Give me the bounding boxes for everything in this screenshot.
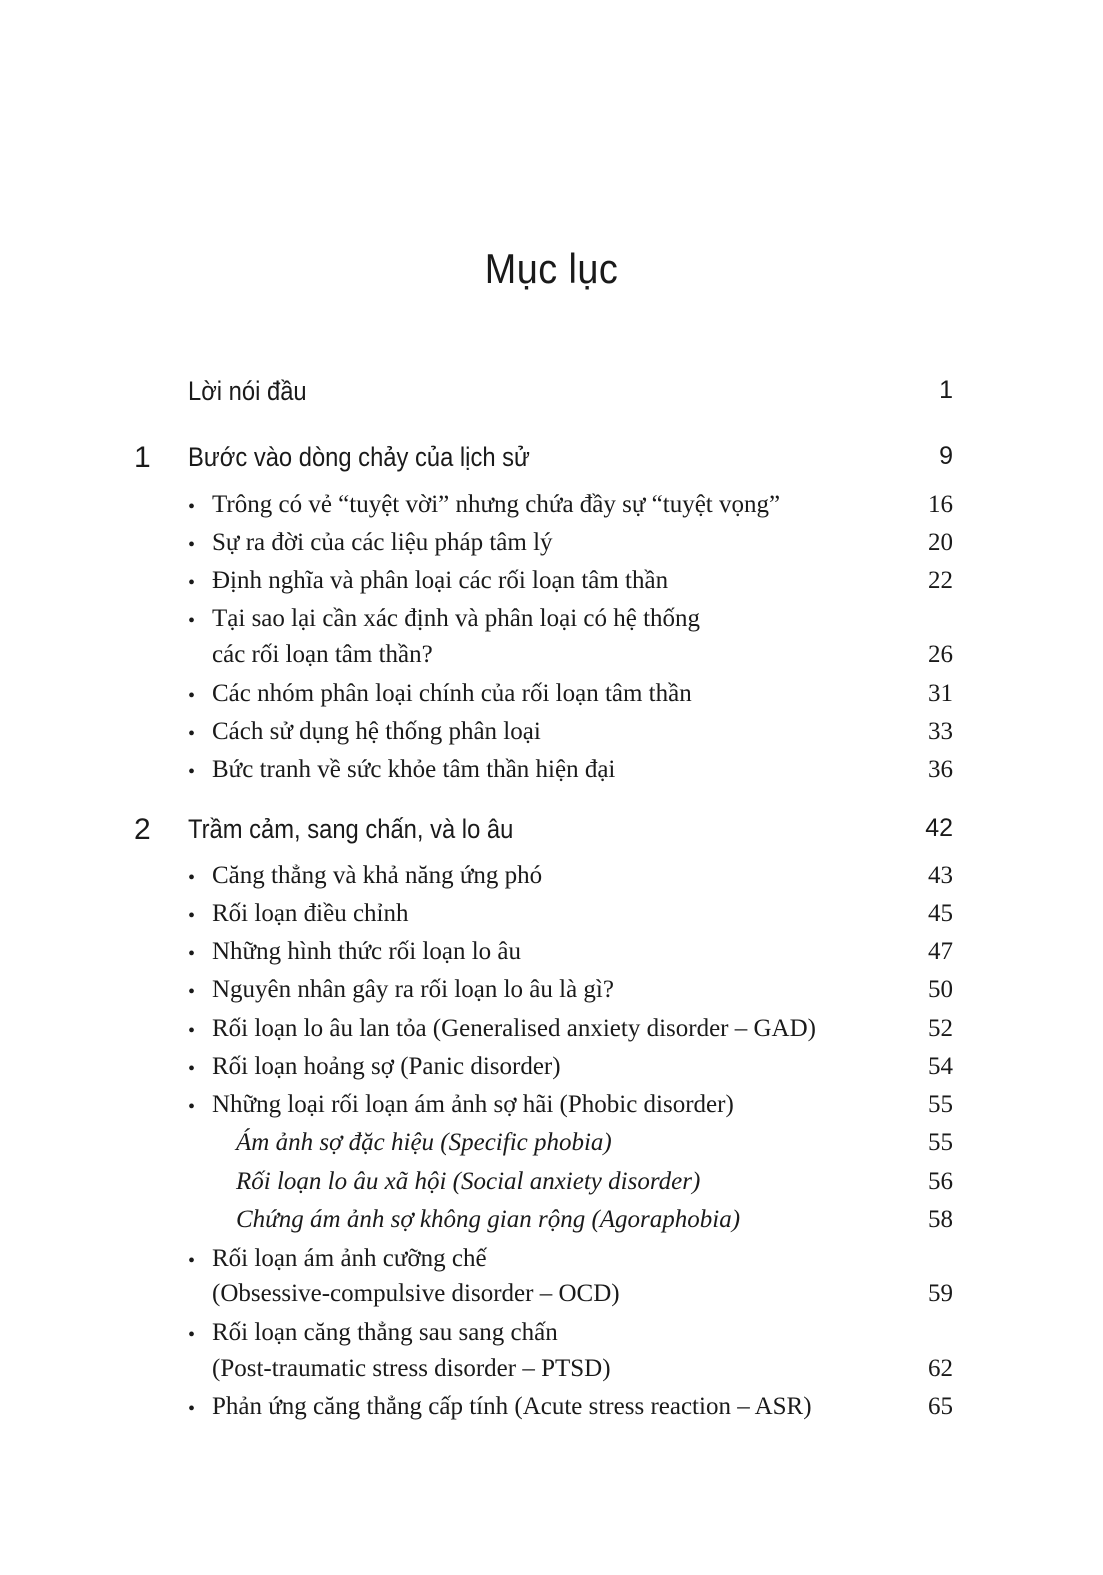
entry-text: Các nhóm phân loại chính của rối loạn tâm thần: [212, 680, 692, 707]
entry-page: 20: [928, 529, 953, 556]
entry-text: Bức tranh về sức khỏe tâm thần hiện đại: [212, 756, 616, 783]
entry-page: 62: [928, 1355, 953, 1382]
bullet: •: [188, 610, 196, 632]
entry-text: Phản ứng căng thẳng cấp tính (Acute stress reaction – ASR): [212, 1393, 812, 1420]
bullet: •: [188, 867, 196, 889]
entry-text: Trông có vẻ “tuyệt vời” nhưng chứa đầy sự “tuyệt vọng”: [212, 491, 781, 518]
chapter-title: Trầm cảm, sang chấn, và lo âu: [188, 814, 514, 844]
entry-text: các rối loạn tâm thần?: [212, 641, 433, 668]
entry-text: Rối loạn điều chỉnh: [212, 900, 409, 927]
entry-text: Sự ra đời của các liệu pháp tâm lý: [212, 529, 553, 556]
entry-page: 52: [928, 1015, 953, 1042]
chapter-number: 2: [134, 813, 151, 846]
preface-title: Lời nói đầu: [188, 376, 307, 406]
bullet: •: [188, 943, 196, 965]
entry-text: (Obsessive-compulsive disorder – OCD): [212, 1280, 620, 1307]
entry-text: Nguyên nhân gây ra rối loạn lo âu là gì?: [212, 976, 614, 1003]
entry-page: 16: [928, 491, 953, 518]
entry-page: 54: [928, 1053, 953, 1080]
bullet: •: [188, 1020, 196, 1042]
entry-page: 31: [928, 680, 953, 707]
entry-text: Rối loạn lo âu lan tỏa (Generalised anxiety disorder – GAD): [212, 1015, 816, 1042]
bullet: •: [188, 905, 196, 927]
preface-page: 1: [939, 376, 953, 404]
bullet: •: [188, 1324, 196, 1346]
entry-text: Những loại rối loạn ám ảnh sợ hãi (Phobic disorder): [212, 1091, 734, 1118]
chapter-page: 42: [925, 814, 953, 842]
bullet: •: [188, 534, 196, 556]
chapter-page: 9: [939, 442, 953, 470]
bullet: •: [188, 761, 196, 783]
bullet: •: [188, 1250, 196, 1272]
entry-page: 43: [928, 862, 953, 889]
bullet: •: [188, 1398, 196, 1420]
entry-page: 26: [928, 641, 953, 668]
bullet: •: [188, 1096, 196, 1118]
bullet: •: [188, 685, 196, 707]
subentry-text: Rối loạn lo âu xã hội (Social anxiety disorder): [236, 1168, 701, 1195]
entry-text: Rối loạn ám ảnh cưỡng chế: [212, 1245, 487, 1272]
subentry-text: Ám ảnh sợ đặc hiệu (Specific phobia): [236, 1129, 612, 1156]
entry-page: 36: [928, 756, 953, 783]
entry-page: 45: [928, 900, 953, 927]
entry-text: Căng thẳng và khả năng ứng phó: [212, 862, 543, 889]
entry-text: Định nghĩa và phân loại các rối loạn tâm thần: [212, 567, 669, 594]
entry-text: Rối loạn căng thẳng sau sang chấn: [212, 1319, 558, 1346]
entry-page: 58: [928, 1206, 953, 1233]
entry-page: 22: [928, 567, 953, 594]
entry-page: 33: [928, 718, 953, 745]
entry-page: 59: [928, 1280, 953, 1307]
bullet: •: [188, 496, 196, 518]
entry-text: Những hình thức rối loạn lo âu: [212, 938, 521, 965]
entry-page: 47: [928, 938, 953, 965]
entry-text: Tại sao lại cần xác định và phân loại có hệ thống: [212, 605, 701, 632]
chapter-title: Bước vào dòng chảy của lịch sử: [188, 442, 530, 472]
bullet: •: [188, 572, 196, 594]
entry-page: 56: [928, 1168, 953, 1195]
entry-page: 50: [928, 976, 953, 1003]
entry-text: (Post-traumatic stress disorder – PTSD): [212, 1355, 611, 1382]
bullet: •: [188, 981, 196, 1003]
entry-page: 55: [928, 1129, 953, 1156]
subentry-text: Chứng ám ảnh sợ không gian rộng (Agoraphobia): [236, 1206, 741, 1233]
entry-text: Cách sử dụng hệ thống phân loại: [212, 718, 541, 745]
entry-page: 65: [928, 1393, 953, 1420]
bullet: •: [188, 1058, 196, 1080]
page-title: Mục lục: [484, 245, 619, 292]
entry-page: 55: [928, 1091, 953, 1118]
entry-text: Rối loạn hoảng sợ (Panic disorder): [212, 1053, 561, 1080]
chapter-number: 1: [134, 441, 151, 474]
bullet: •: [188, 723, 196, 745]
